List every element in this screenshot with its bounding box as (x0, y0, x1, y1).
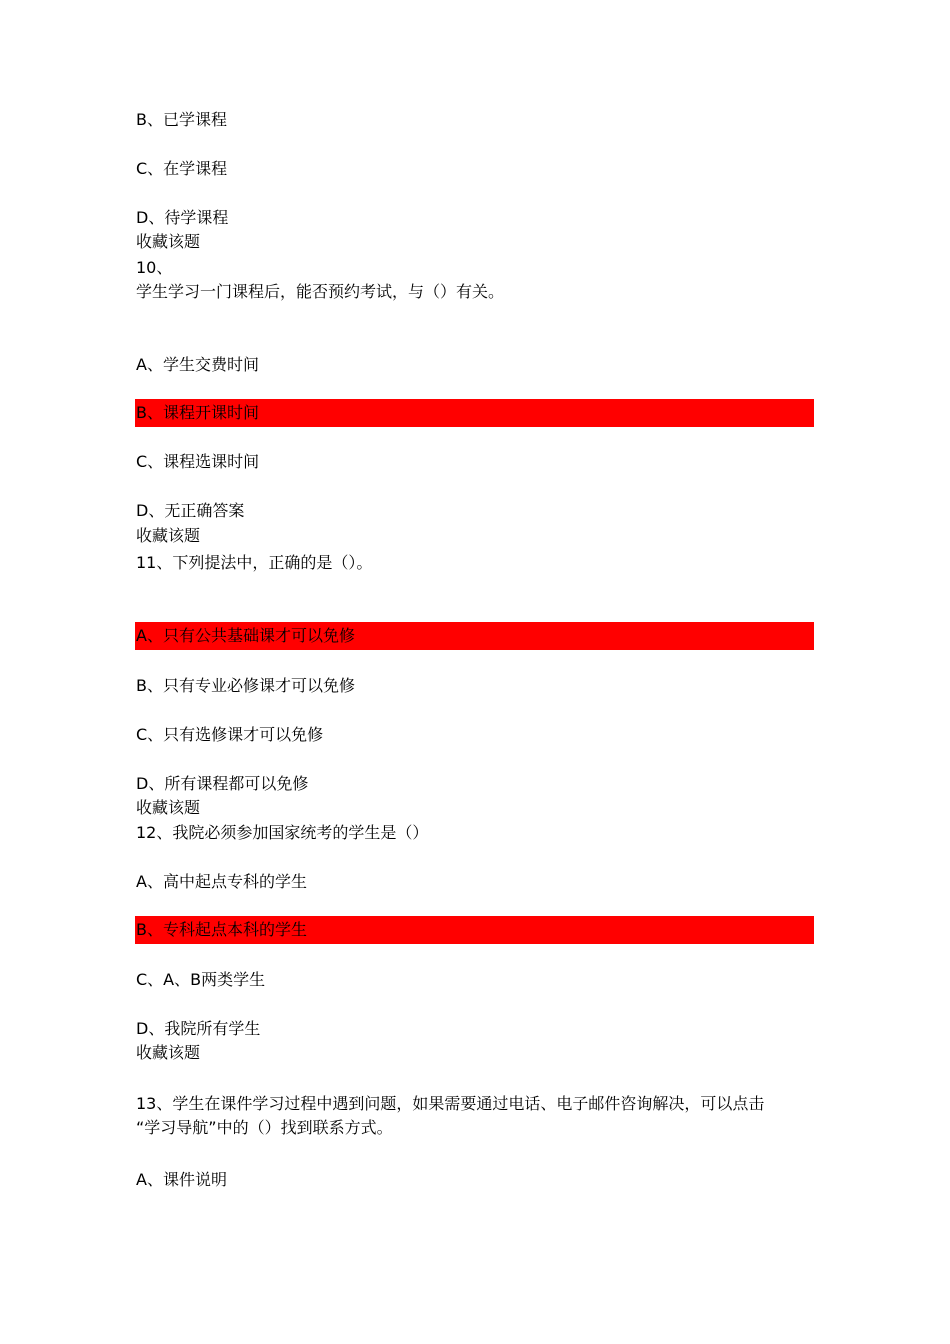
option-text: D、所有课程都可以免修 (136, 774, 309, 793)
option-text: D、待学课程 (136, 208, 229, 227)
option-text: A、课件说明 (136, 1170, 227, 1189)
favorite-question-link[interactable]: 收藏该题 (136, 232, 201, 251)
option-text: C、课程选课时间 (136, 452, 260, 471)
option-text-correct: B、课程开课时间 (136, 403, 259, 422)
option-text: C、在学课程 (136, 159, 228, 178)
question-text: 12、我院必须参加国家统考的学生是（） (136, 823, 429, 842)
question-text: 13、学生在课件学习过程中遇到问题，如果需要通过电话、电子邮件咨询解决，可以点击 (136, 1094, 765, 1113)
option-text: C、A、B两类学生 (136, 970, 266, 989)
option-text: A、高中起点专科的学生 (136, 872, 307, 891)
option-text-correct: B、专科起点本科的学生 (136, 920, 307, 939)
option-text: D、我院所有学生 (136, 1019, 261, 1038)
favorite-question-link[interactable]: 收藏该题 (136, 798, 201, 817)
option-text: C、只有选修课才可以免修 (136, 725, 324, 744)
option-text: A、学生交费时间 (136, 355, 259, 374)
question-text: 11、下列提法中，正确的是（）。 (136, 553, 373, 572)
favorite-question-link[interactable]: 收藏该题 (136, 526, 201, 545)
option-text: D、无正确答案 (136, 501, 245, 520)
option-text-correct: A、只有公共基础课才可以免修 (136, 626, 355, 645)
option-text: B、只有专业必修课才可以免修 (136, 676, 355, 695)
option-text: B、已学课程 (136, 110, 227, 129)
favorite-question-link[interactable]: 收藏该题 (136, 1043, 201, 1062)
question-text: 学生学习一门课程后，能否预约考试，与（）有关。 (136, 282, 505, 301)
question-text-continued: “学习导航”中的（）找到联系方式。 (136, 1118, 393, 1137)
question-number: 10、 (136, 258, 173, 277)
